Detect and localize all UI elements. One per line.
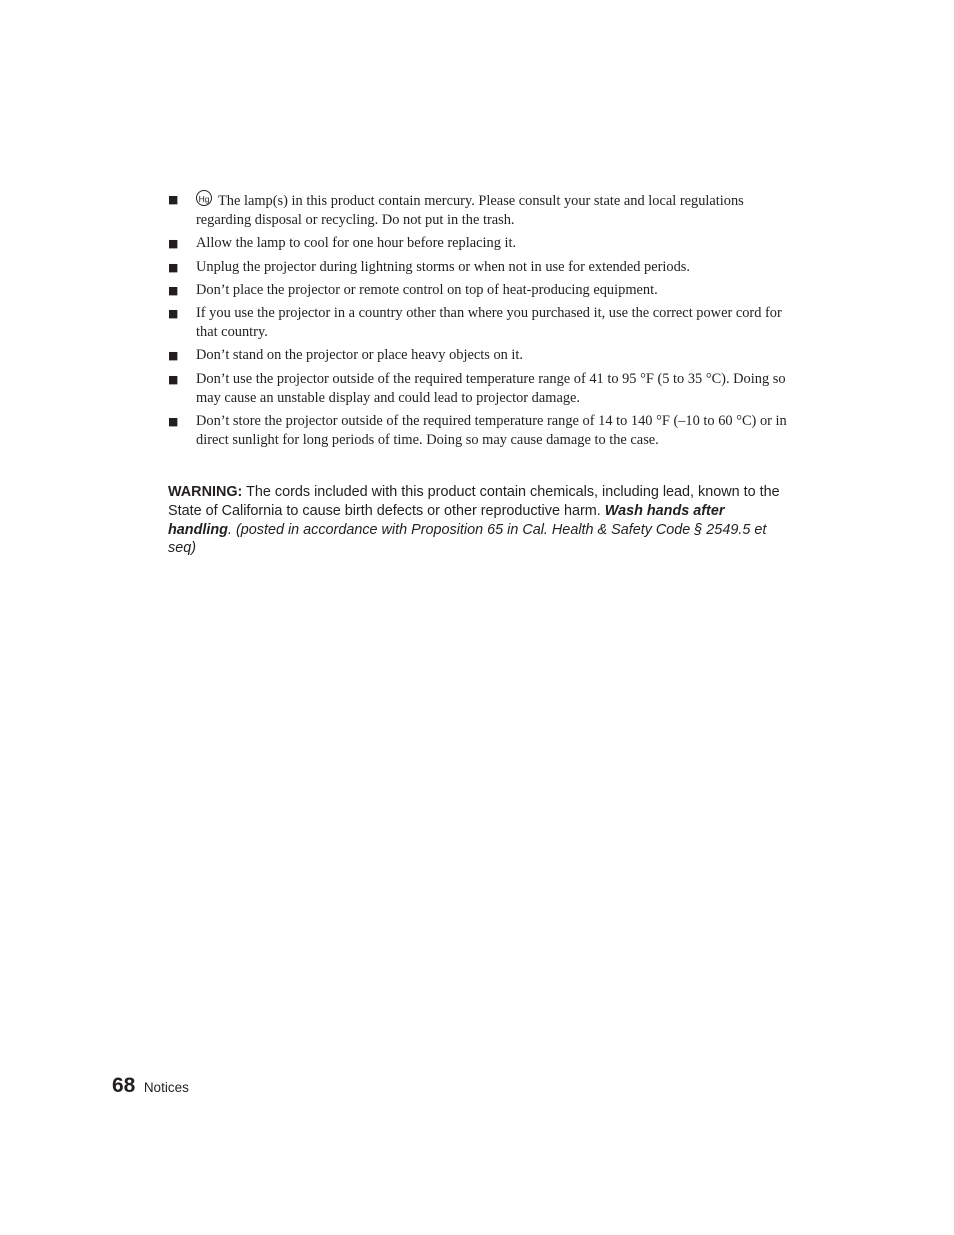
page-number: 68 — [112, 1074, 136, 1097]
warning-label: WARNING: — [168, 484, 243, 500]
bullet-item-heat — [168, 281, 788, 300]
square-bullet-icon: ■ — [168, 260, 179, 274]
bullet-item-unplug — [168, 258, 788, 277]
safety-bullet-list — [168, 188, 788, 454]
bullet-text: Allow the lamp to cool for one hour before replacing it. — [196, 235, 517, 252]
warning-posted-note: . (posted in accordance with Proposition 65 in Cal. Health & Safety Code § 2549.5 et seq) — [168, 521, 767, 557]
bullet-item-lamp-cool — [168, 234, 788, 253]
section-name: Notices — [143, 1080, 189, 1095]
prop65-warning — [168, 483, 788, 558]
bullet-text: Don’t place the projector or remote control on top of heat-producing equipment. — [196, 281, 658, 298]
bullet-text: Don’t stand on the projector or place heavy objects on it. — [196, 347, 524, 364]
square-bullet-icon: ■ — [168, 415, 179, 429]
bullet-item-stand — [168, 346, 788, 365]
hg-circle-icon: Hg — [196, 190, 212, 206]
bullet-text: Don’t store the projector outside of the required temperature range of 14 to 140 °F (–10 to 60 °C) or in direct sunlight for long periods of time. Doing so may cause damage to the case. — [196, 413, 787, 449]
square-bullet-icon: ■ — [168, 237, 179, 251]
page-footer — [112, 1074, 189, 1098]
bullet-text: Unplug the projector during lightning storms or when not in use for extended periods. — [196, 258, 690, 275]
square-bullet-icon: ■ — [168, 372, 179, 386]
bullet-text: Don’t use the projector outside of the required temperature range of 41 to 95 °F (5 to 35 °C). Doing so may cause an unstable display and could lead to projector damage. — [196, 370, 786, 406]
square-bullet-icon: ■ — [168, 349, 179, 363]
bullet-text: The lamp(s) in this product contain mercury. Please consult your state and local regulations regarding disposal or recycling. Do not put in the trash. — [196, 193, 744, 229]
bullet-item-storage-temp — [168, 412, 788, 450]
warning-body: The cords included with this product contain chemicals, including lead, known to the State of California to cause birth defects or other reproductive harm. — [168, 484, 780, 519]
bullet-item-mercury — [168, 188, 788, 230]
warning-emphasis: Wash hands after handling — [168, 502, 725, 538]
square-bullet-icon: ■ — [168, 193, 179, 206]
bullet-item-operating-temp — [168, 370, 788, 408]
square-bullet-icon: ■ — [168, 307, 179, 321]
square-bullet-icon: ■ — [168, 283, 179, 297]
bullet-text: If you use the projector in a country other than where you purchased it, use the correct power cord for that country. — [196, 305, 782, 341]
bullet-item-power-cord — [168, 304, 788, 342]
